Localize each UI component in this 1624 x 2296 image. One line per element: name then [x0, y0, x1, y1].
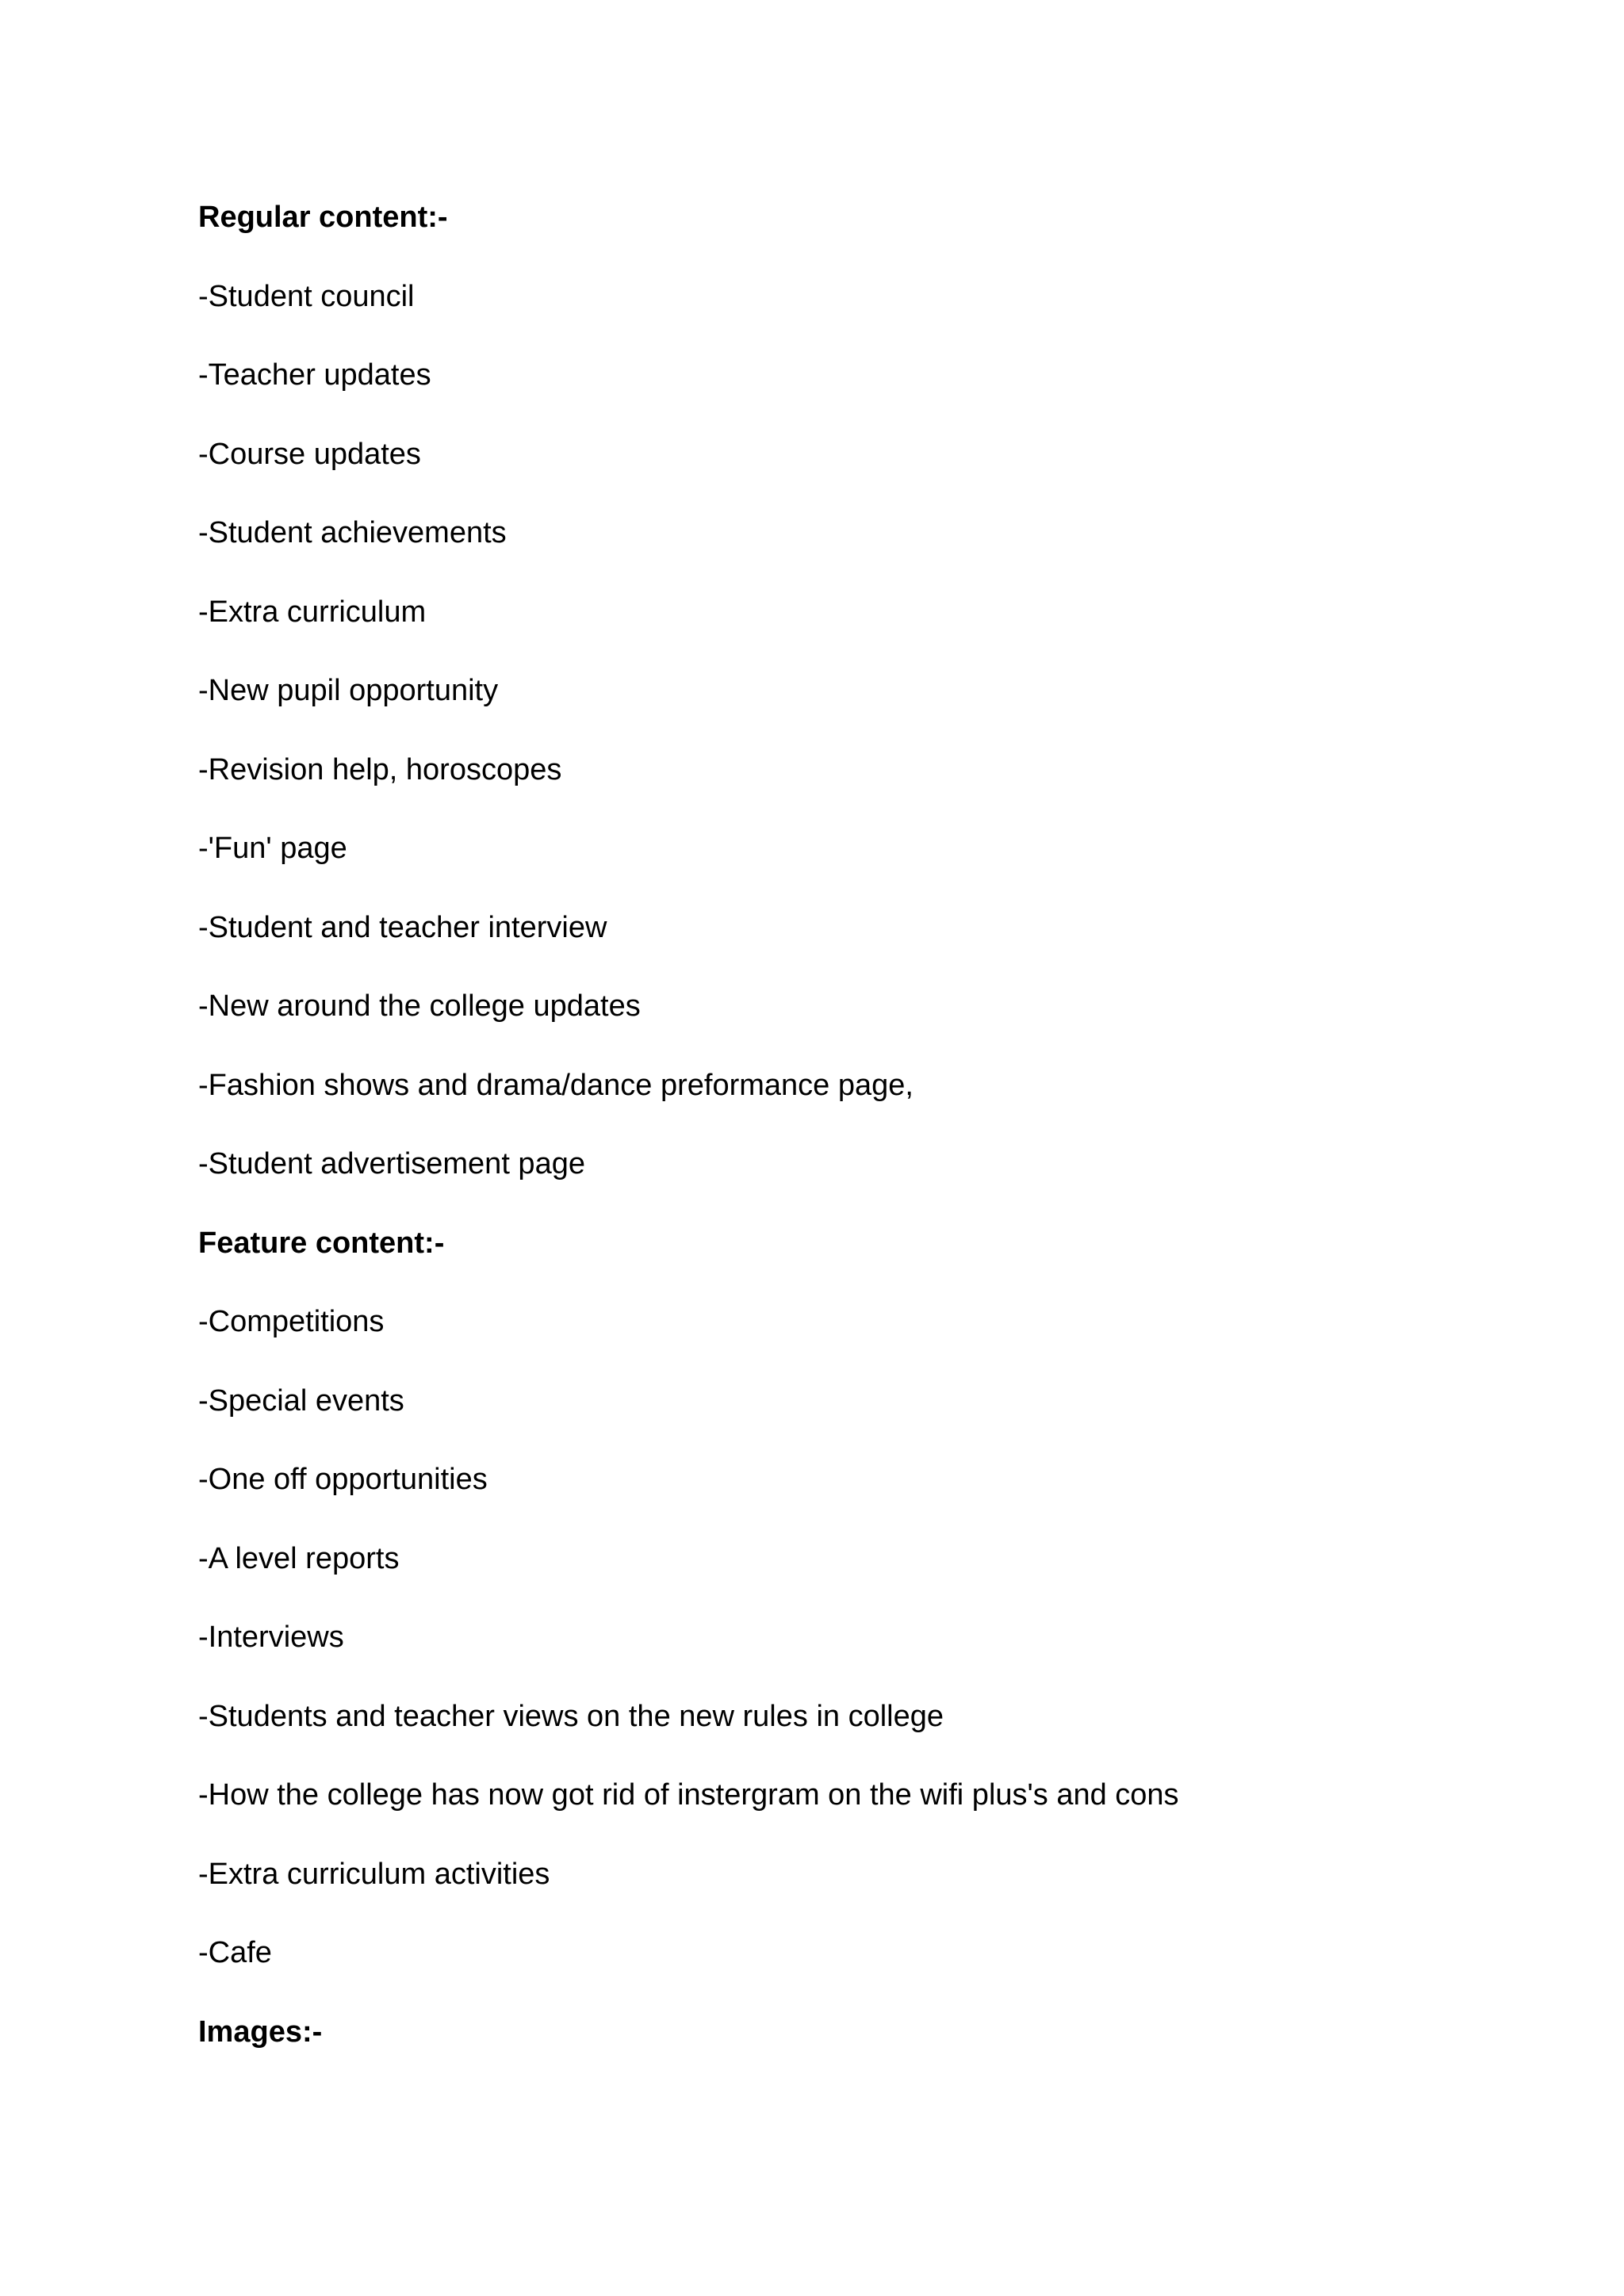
document-body: [198, 189, 1467, 2082]
list-item: -Extra curriculum activities: [198, 1857, 550, 1891]
list-item: -Teacher updates: [198, 358, 431, 392]
list-item: -Interviews: [198, 1621, 344, 1654]
list-item: -New pupil opportunity: [198, 674, 499, 707]
section-heading-feature-content: Feature content:-: [198, 1226, 445, 1260]
list-item: -Student council: [198, 279, 415, 313]
section-heading-regular-content: Regular content:-: [198, 201, 448, 234]
list-item: -Student and teacher interview: [198, 910, 607, 944]
list-item: -Revision help, horoscopes: [198, 752, 562, 786]
list-item: -Fashion shows and drama/dance preformance page,: [198, 1068, 914, 1102]
list-item: -Students and teacher views on the new rules in college: [198, 1699, 944, 1733]
list-item: -Extra curriculum: [198, 595, 427, 629]
section-heading-images: Images:-: [198, 2015, 323, 2049]
list-item: -Student achievements: [198, 516, 507, 549]
list-item: -'Fun' page: [198, 832, 347, 865]
list-item: -Student advertisement page: [198, 1147, 585, 1181]
list-item: -New around the college updates: [198, 989, 641, 1023]
list-item: -Competitions: [198, 1305, 385, 1338]
list-item: -Cafe: [198, 1936, 272, 1969]
list-item: -One off opportunities: [198, 1463, 488, 1496]
list-item: -Course updates: [198, 437, 421, 471]
list-item: -Special events: [198, 1383, 404, 1418]
list-item: -A level reports: [198, 1541, 400, 1575]
list-item: -How the college has now got rid of instergram on the wifi plus's and cons: [198, 1778, 1179, 1812]
